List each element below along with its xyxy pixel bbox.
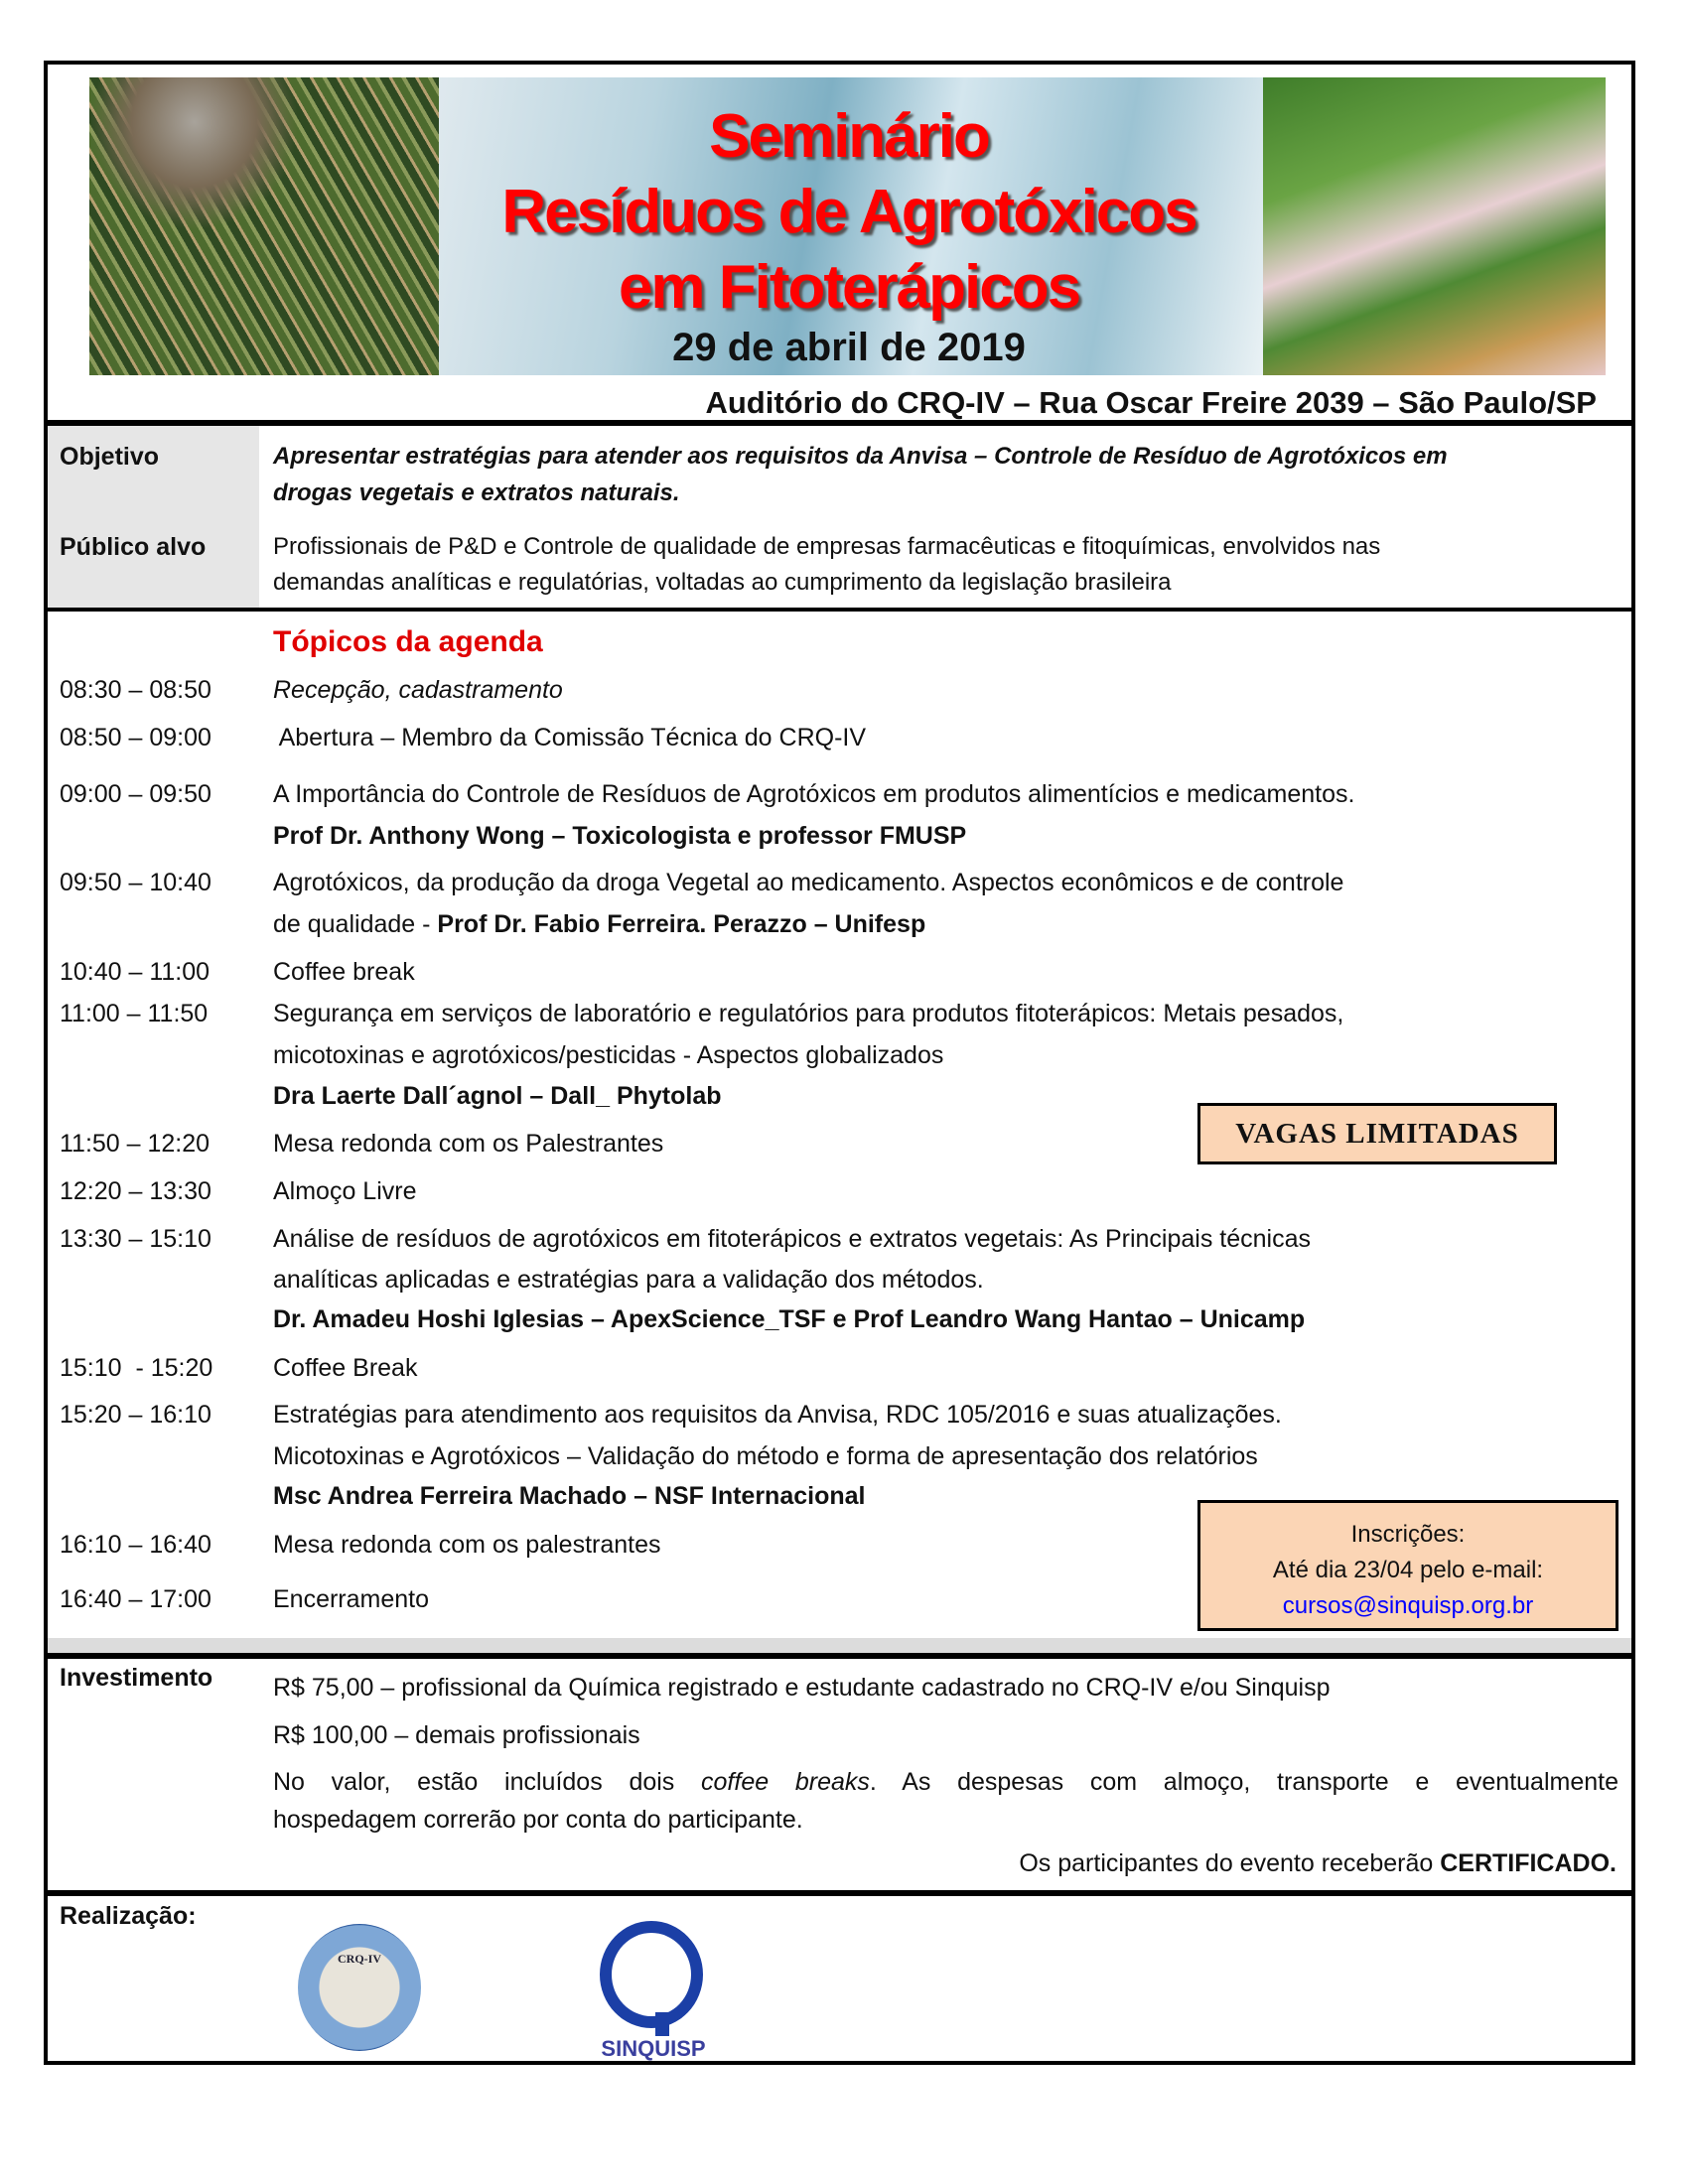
- publico-text: demandas analíticas e regulatórias, voltadas ao cumprimento da legislação brasileira: [273, 569, 1172, 596]
- divider: [44, 420, 1635, 426]
- cert-text: Os participantes do evento receberão: [1019, 1849, 1441, 1877]
- agenda-topic: A Importância do Controle de Resíduos de Agrotóxicos em produtos alimentícios e medicamentos.: [273, 780, 1355, 808]
- agenda-topic: Coffee Break: [273, 1354, 418, 1382]
- event-location: Auditório do CRQ-IV – Rua Oscar Freire 2039 – São Paulo/SP: [705, 385, 1597, 420]
- plants-photo-right: [1263, 77, 1606, 375]
- cert-bold: CERTIFICADO.: [1440, 1849, 1617, 1877]
- agenda-time: 12:20 – 13:30: [60, 1177, 211, 1205]
- agenda-time: 16:10 – 16:40: [60, 1531, 211, 1559]
- agenda-time: 15:10 - 15:20: [60, 1354, 213, 1382]
- herbs-photo-left: [89, 77, 439, 375]
- agenda-speaker: Dr. Amadeu Hoshi Iglesias – ApexScience_TSF e Prof Leandro Wang Hantao – Unicamp: [273, 1305, 1306, 1333]
- publico-label: Público alvo: [60, 533, 207, 561]
- certificate-note: [1019, 1848, 1617, 1878]
- title-line: Resíduos de Agrotóxicos: [501, 178, 1196, 246]
- inscricoes-box: [1197, 1500, 1618, 1631]
- title-line: Seminário: [709, 102, 989, 171]
- agenda-time: 08:50 – 09:00: [60, 724, 211, 751]
- crq-iv-logo: CRQ-IV: [298, 1924, 421, 2051]
- note-italic: coffee breaks: [701, 1768, 870, 1796]
- title-line: em Fitoterápicos: [618, 253, 1080, 322]
- agenda-topic: Análise de resíduos de agrotóxicos em fitoterápicos e extratos vegetais: As Principais técnicas: [273, 1225, 1311, 1253]
- inscricoes-title: Inscrições:: [1350, 1521, 1466, 1548]
- investimento-label: Investimento: [60, 1664, 213, 1692]
- agenda-time: 09:50 – 10:40: [60, 869, 211, 896]
- vagas-limitadas-badge: VAGAS LIMITADAS: [1197, 1103, 1557, 1164]
- agenda-topic: Micotoxinas e Agrotóxicos – Validação do método e forma de apresentação dos relatórios: [273, 1442, 1258, 1470]
- email-link[interactable]: cursos@sinquisp.org.br: [1282, 1592, 1534, 1619]
- divider: [44, 608, 1635, 612]
- agenda-topic: Abertura – Membro da Comissão Técnica do CRQ-IV: [273, 724, 867, 751]
- objetivo-label: Objetivo: [60, 443, 160, 471]
- agenda-topic: Estratégias para atendimento aos requisitos da Anvisa, RDC 105/2016 e suas atualizações.: [273, 1401, 1282, 1429]
- agenda-time: 15:20 – 16:10: [60, 1401, 211, 1429]
- seminar-title: [437, 99, 1261, 326]
- agenda-topic: Mesa redonda com os Palestrantes: [273, 1130, 664, 1158]
- agenda-speaker: Prof Dr. Anthony Wong – Toxicologista e professor FMUSP: [273, 822, 967, 850]
- agenda-time: 09:00 – 09:50: [60, 780, 211, 808]
- inscricoes-deadline: Até dia 23/04 pelo e-mail:: [1272, 1557, 1544, 1583]
- investimento-note: hospedagem correrão por conta do participante.: [273, 1806, 803, 1834]
- divider: [44, 1890, 1635, 1896]
- agenda-speaker: Msc Andrea Ferreira Machado – NSF Internacional: [273, 1482, 866, 1510]
- agenda-topic: Agrotóxicos, da produção da droga Vegetal ao medicamento. Aspectos econômicos e de controle: [273, 869, 1344, 896]
- agenda-topic-text: de qualidade -: [273, 910, 438, 938]
- event-date: 29 de abril de 2019: [672, 326, 1026, 369]
- objetivo-text: Apresentar estratégias para atender aos requisitos da Anvisa – Controle de Resíduo de Agrotóxicos em: [273, 443, 1448, 470]
- agenda-topic: Mesa redonda com os palestrantes: [273, 1531, 661, 1559]
- gray-band: [48, 1638, 1631, 1653]
- note-text: No valor, estão incluídos dois: [273, 1768, 702, 1796]
- price-others: R$ 100,00 – demais profissionais: [273, 1721, 640, 1749]
- divider: [44, 1653, 1635, 1659]
- price-professional: R$ 75,00 – profissional da Química registrado e estudante cadastrado no CRQ-IV e/ou Sinquisp: [273, 1674, 1331, 1702]
- agenda-topic: Coffee break: [273, 958, 415, 986]
- agenda-title: Tópicos da agenda: [273, 625, 543, 658]
- agenda-topic: Segurança em serviços de laboratório e regulatórios para produtos fitoterápicos: Metais pesados,: [273, 1000, 1344, 1027]
- sinquisp-q-tail: [655, 2012, 669, 2036]
- agenda-time: 11:00 – 11:50: [60, 1000, 209, 1027]
- agenda-time: 08:30 – 08:50: [60, 676, 211, 704]
- agenda-time: 10:40 – 11:00: [60, 958, 211, 986]
- agenda-topic: [273, 909, 925, 939]
- realizacao-label: Realização:: [60, 1902, 197, 1930]
- sinquisp-logo: [594, 1921, 713, 2065]
- agenda-topic: analíticas aplicadas e estratégias para a validação dos métodos.: [273, 1266, 984, 1294]
- agenda-time: 16:40 – 17:00: [60, 1585, 211, 1613]
- sinquisp-wordmark: SINQUISP: [601, 2036, 706, 2061]
- agenda-topic: Encerramento: [273, 1585, 430, 1613]
- agenda-speaker: Prof Dr. Fabio Ferreira. Perazzo – Unifesp: [437, 910, 926, 938]
- agenda-topic: Recepção, cadastramento: [273, 676, 563, 704]
- agenda-time: 13:30 – 15:10: [60, 1225, 211, 1253]
- investimento-note: [273, 1767, 1618, 1797]
- publico-text: Profissionais de P&D e Controle de qualidade de empresas farmacêuticas e fitoquímicas, envolvidos nas: [273, 533, 1381, 560]
- note-text: . As despesas com almoço, transporte e eventualmente: [869, 1768, 1618, 1796]
- agenda-time: 11:50 – 12:20: [60, 1130, 211, 1158]
- agenda-topic: micotoxinas e agrotóxicos/pesticidas - Aspectos globalizados: [273, 1041, 944, 1069]
- agenda-topic: Almoço Livre: [273, 1177, 417, 1205]
- sinquisp-q-shape: [600, 1921, 703, 2028]
- objetivo-text: drogas vegetais e extratos naturais.: [273, 479, 680, 506]
- agenda-speaker: Dra Laerte Dall´agnol – Dall_ Phytolab: [273, 1082, 722, 1110]
